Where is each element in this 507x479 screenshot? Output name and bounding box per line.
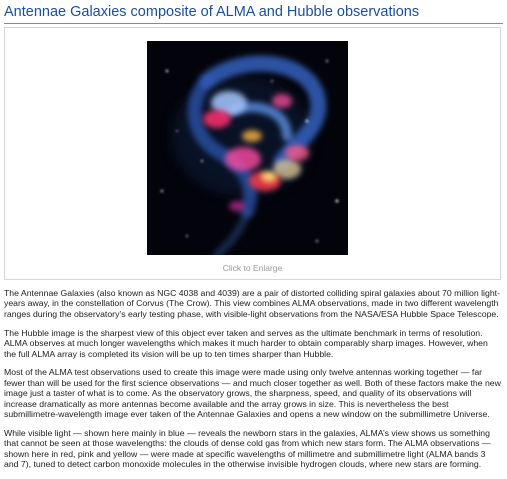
- image-panel: [4, 27, 501, 280]
- page-title: Antennae Galaxies composite of ALMA and Hubble observations: [4, 2, 503, 24]
- galaxy-image[interactable]: [147, 41, 348, 255]
- article-body: [4, 288, 501, 478]
- paragraph-hubble: The Hubble image is the sharpest view of this object ever taken and serves as the ultimate benchmark in terms of resolution. ALMA observes at much longer wavelengths which makes it much harder to obtain comparably sharp images. However, when the full ALMA array is completed its vision will be up to ten times sharper than Hubble.: [4, 327, 488, 359]
- paragraph-alma-tests: Most of the ALMA test observations used to create this image were made using only twelve antennas working together — far fewer than will be used for the first science observations — and much closer together as well. Both of these factors make the new image just a taster of what is to come. As the observatory grows, the sharpness, speed, and quality of its observations will increase dramatically as more antennas become available and the array grows in size. This is nevertheless the best submillimetre-wavelength image ever taken of the Antennae Galaxies and opens a new window on the submillimetre Universe.: [4, 367, 501, 420]
- click-to-enlarge-link[interactable]: Click to Enlarge: [222, 263, 283, 273]
- antennae-galaxies-photo[interactable]: [147, 41, 348, 255]
- paragraph-intro: The Antennae Galaxies (also known as NGC 4038 and 4039) are a pair of distorted colliding spiral galaxies about 70 million light-years away, in the constellation of Corvus (The Crow). This view combines ALMA observations, made in two different wavelength ranges during the observatory’s early testing phase, with visible-light observations from the NASA/ESA Hubble Space Telescope.: [4, 288, 500, 319]
- paragraph-visible-light: While visible light — shown here mainly in blue — reveals the newborn stars in the galaxies, ALMA’s view shows us something that cannot be seen at those wavelengths: the clouds of dense cold gas from which new stars form. The ALMA observations — shown here in red, pink and yellow — were made at specific wavelengths of millimetre and submillimetre light (ALMA bands 3 and 7), tuned to detect carbon monoxide molecules in the otherwise invisible hydrogen clouds, where new stars are forming.: [4, 427, 491, 470]
